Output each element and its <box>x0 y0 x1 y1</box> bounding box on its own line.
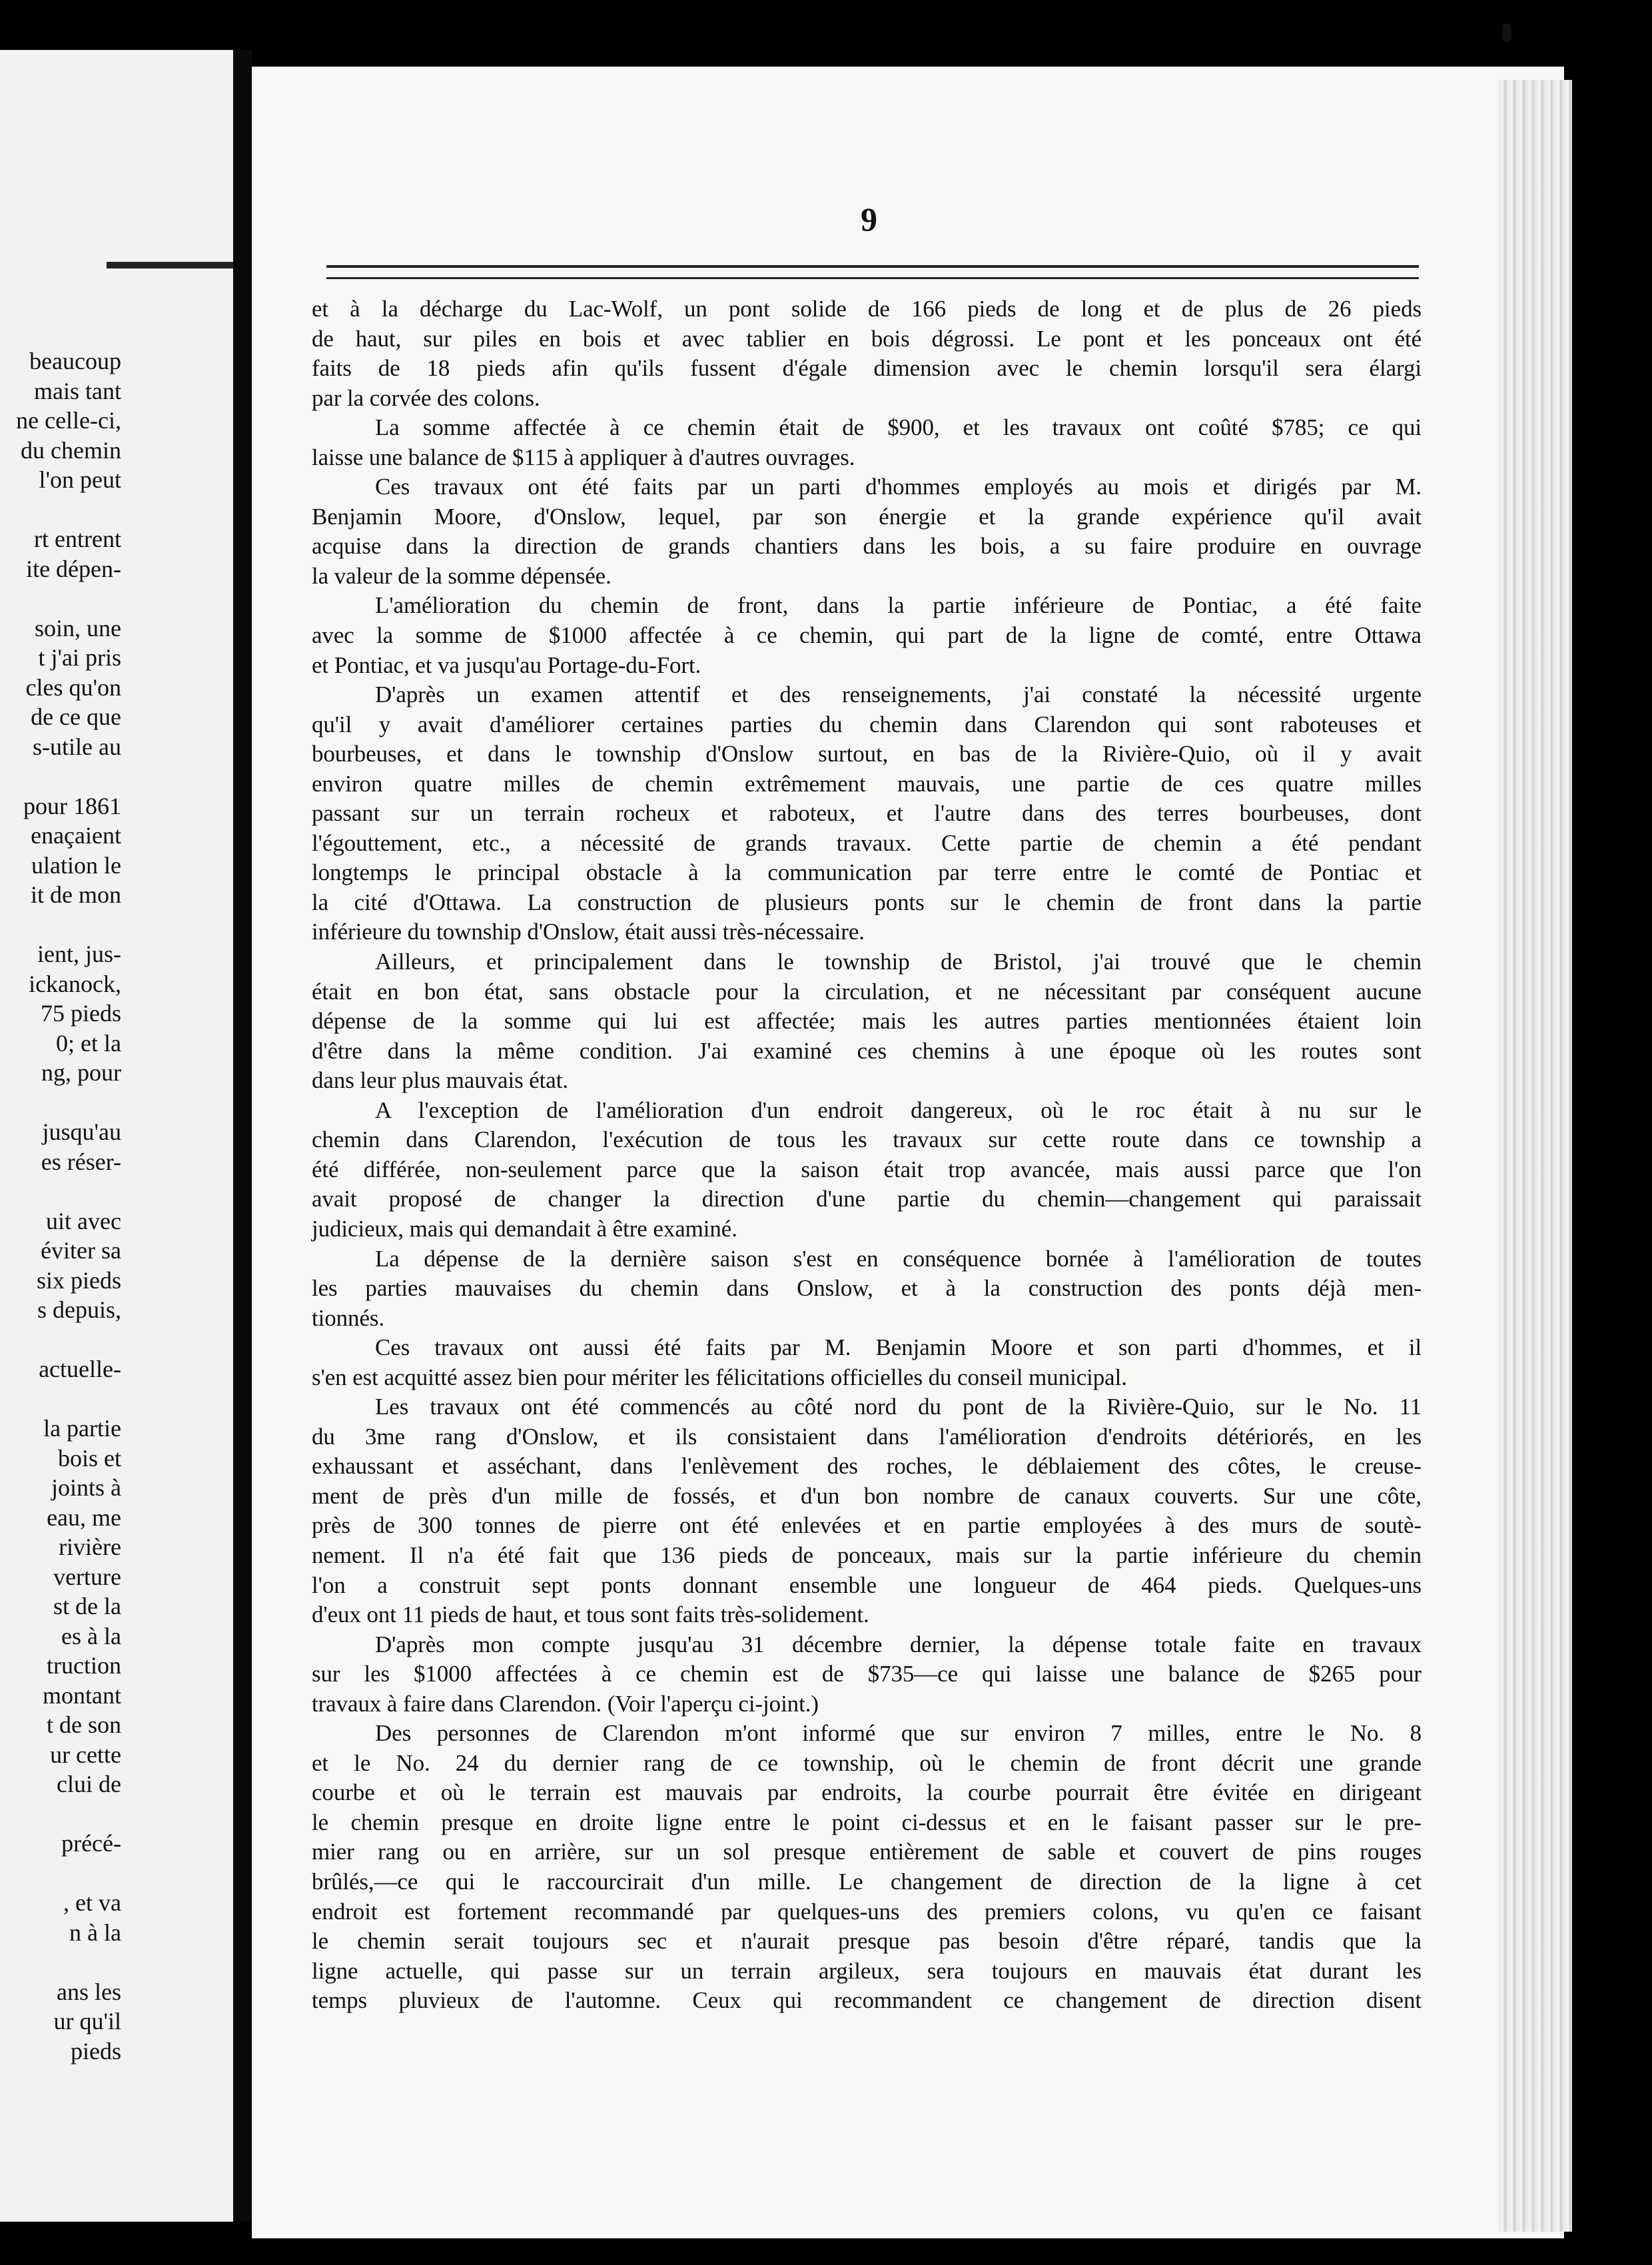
text-line: judicieux, mais qui demandait à être examiné. <box>312 1215 737 1242</box>
text-line: longtemps le principal obstacle à la communication par terre entre le comté de Pontiac et <box>312 859 1422 886</box>
text-line: dans leur plus mauvais état. <box>312 1067 569 1094</box>
left-page-line: enaçaient <box>31 822 121 849</box>
text-line: courbe et où le terrain est mauvais par endroits, la courbe pourrait être évitée en dirigeant <box>312 1779 1422 1806</box>
left-page-line: es à la <box>61 1622 121 1649</box>
text-line: Ces travaux ont été faits par un parti d'hommes employés au mois et dirigés par M. <box>375 474 1422 500</box>
left-page-line <box>0 1384 121 1414</box>
text-line: la valeur de la somme dépensée. <box>312 562 612 589</box>
text-line: et à la décharge du Lac-Wolf, un pont solide de 166 pieds de long et de plus de 26 pieds <box>312 296 1422 322</box>
book-gutter <box>233 50 252 2222</box>
text-line: l'égouttement, etc., a nécessité de grands travaux. Cette partie de chemin a été pendant <box>312 829 1422 856</box>
left-page-line <box>0 584 121 614</box>
header-rule <box>326 265 1419 279</box>
left-page-line: de ce que <box>31 703 121 730</box>
left-page-line: ickanock, <box>29 970 121 997</box>
ink-mark <box>1502 23 1511 42</box>
text-line: de haut, sur piles en bois et avec tablier en bois dégrossi. Le pont et les ponceaux ont été <box>312 325 1422 352</box>
text-line: La somme affectée à ce chemin était de $900, et les travaux ont coûté $785; ce qui <box>375 414 1422 441</box>
left-page-line: ne celle-ci, <box>16 407 121 434</box>
text-line: temps pluvieux de l'automne. Ceux qui recommandent ce changement de direction disent <box>312 1987 1422 2014</box>
text-line: d'être dans la même condition. J'ai examiné ces chemins à une époque où les routes sont <box>312 1037 1422 1064</box>
left-page-line: éviter sa <box>41 1237 121 1264</box>
left-page-line: la partie <box>43 1415 121 1442</box>
left-page-line: it de mon <box>31 881 121 908</box>
left-page-line <box>0 1799 121 1829</box>
left-page-line <box>0 1325 121 1355</box>
left-page-line: précé- <box>61 1830 121 1857</box>
left-page-line: eau, me <box>47 1504 121 1531</box>
left-page-line: t de son <box>47 1711 121 1738</box>
text-line: A l'exception de l'amélioration d'un endroit dangereux, où le roc était à nu sur le <box>375 1097 1422 1123</box>
left-page-line <box>0 761 121 791</box>
text-line: La dépense de la dernière saison s'est en conséquence bornée à l'amélioration de toutes <box>375 1245 1422 1272</box>
text-line: sur les $1000 affectées à ce chemin est de $735—ce qui laisse une balance de $265 pour <box>312 1661 1422 1687</box>
left-page-line: montant <box>43 1681 121 1709</box>
left-page-line: beaucoup <box>29 348 121 374</box>
left-page-line: ient, jus- <box>37 941 121 967</box>
text-line: Ailleurs, et principalement dans le township de Bristol, j'ai trouvé que le chemin <box>375 949 1422 975</box>
left-page-rule <box>107 262 233 268</box>
text-line: été différée, non-seulement parce que la saison était trop avancée, mais aussi parce que l'on <box>312 1156 1422 1182</box>
text-line: dépense de la somme qui lui est affectée; mais les autres parties mentionnées étaient loin <box>312 1008 1422 1035</box>
left-page-line: six pieds <box>36 1266 121 1294</box>
text-line: les parties mauvaises du chemin dans Onslow, et à la construction des ponts déjà men- <box>312 1275 1422 1302</box>
left-page-line: ite dépen- <box>26 555 121 582</box>
left-page-line: 0; et la <box>56 1029 121 1057</box>
left-page-line: mais tant <box>34 377 121 404</box>
left-page-line: ans les <box>57 1978 121 2005</box>
page-edge-stack <box>1499 80 1572 2232</box>
page-number: 9 <box>861 201 877 238</box>
text-line: avec la somme de $1000 affectée à ce chemin, qui part de la ligne de comté, entre Ottawa <box>312 622 1422 649</box>
text-line: Benjamin Moore, d'Onslow, lequel, par son énergie et la grande expérience qu'il avait <box>312 503 1422 530</box>
text-line: près de 300 tonnes de pierre ont été enlevées et en partie employées à des murs de soutè- <box>312 1512 1422 1539</box>
text-line: qu'il y avait d'améliorer certaines parties du chemin dans Clarendon qui sont raboteuses et <box>312 711 1422 737</box>
left-page-line: soin, une <box>35 614 121 642</box>
left-page-line: truction <box>47 1652 121 1679</box>
left-page-line: pieds <box>71 2037 121 2064</box>
left-page-text <box>0 346 121 2066</box>
text-line: environ quatre milles de chemin extrêmement mauvais, une partie de ces quatre milles <box>312 770 1422 797</box>
text-line: et Pontiac, et va jusqu'au Portage-du-Fort. <box>312 652 701 678</box>
text-line: D'après mon compte jusqu'au 31 décembre dernier, la dépense totale faite en travaux <box>375 1631 1422 1657</box>
left-page-line: s depuis, <box>37 1296 121 1323</box>
left-page-line: ur qu'il <box>53 2008 121 2035</box>
text-line: inférieure du township d'Onslow, était aussi très-nécessaire. <box>312 919 865 945</box>
text-line: bourbeuses, et dans le township d'Onslow surtout, en bas de la Rivière-Quio, où il y avait <box>312 741 1422 767</box>
left-page-line: es réser- <box>41 1148 121 1175</box>
left-page-line: du chemin <box>21 436 121 464</box>
left-page-line: jusqu'au <box>42 1119 121 1145</box>
text-line: ment de près d'un mille de fossés, et d'un bon nombre de canaux couverts. Sur une côte, <box>312 1482 1422 1509</box>
body-text <box>312 294 1422 2016</box>
left-page-line: st de la <box>53 1593 121 1619</box>
text-line: Des personnes de Clarendon m'ont informé que sur environ 7 milles, entre le No. 8 <box>375 1720 1422 1747</box>
text-line: ligne actuelle, qui passe sur un terrain argileux, sera toujours en mauvais état durant les <box>312 1957 1422 1984</box>
left-page-line <box>0 1176 121 1206</box>
text-line: exhaussant et asséchant, dans l'enlèvement des roches, le déblaiement des côtes, le creuse- <box>312 1453 1422 1480</box>
left-page-line <box>0 1088 121 1118</box>
text-line: D'après un examen attentif et des renseignements, j'ai constaté la nécessité urgente <box>375 681 1422 708</box>
left-page-line <box>0 910 121 940</box>
left-page-line: l'on peut <box>39 466 121 493</box>
left-page-line: , et va <box>63 1889 121 1916</box>
left-page-line: ulation le <box>31 851 121 879</box>
text-line: mier rang ou en arrière, sur un sol presque entièrement de sable et couvert de pins rouges <box>312 1839 1422 1865</box>
left-page-line: verture <box>53 1563 121 1590</box>
left-page-line: rt entrent <box>34 526 121 552</box>
left-page-line: joints à <box>51 1474 121 1501</box>
text-line: Ces travaux ont aussi été faits par M. Benjamin Moore et son parti d'hommes, et il <box>375 1334 1422 1361</box>
text-line: Les travaux ont été commencés au côté nord du pont de la Rivière-Quio, sur le No. 11 <box>375 1394 1422 1420</box>
left-page-line <box>0 495 121 525</box>
text-line: tionnés. <box>312 1304 385 1331</box>
left-page-line <box>0 1947 121 1977</box>
left-page-line: cles qu'on <box>25 674 121 701</box>
left-page-line: bois et <box>58 1444 121 1472</box>
text-line: passant sur un terrain rocheux et raboteux, et l'autre dans des terres bourbeuses, dont <box>312 800 1422 827</box>
text-line: travaux à faire dans Clarendon. (Voir l'aperçu ci-joint.) <box>312 1690 819 1717</box>
left-page-line: rivière <box>59 1534 121 1560</box>
text-line: du 3me rang d'Onslow, et ils consistaient dans l'amélioration d'endroits détériorés, en les <box>312 1423 1422 1450</box>
text-line: chemin dans Clarendon, l'exécution de tous les travaux sur cette route dans ce township a <box>312 1127 1422 1153</box>
text-line: endroit est fortement recommandé par quelques-uns des premiers colons, vu qu'en ce faisant <box>312 1898 1422 1925</box>
text-line: laisse une balance de $115 à appliquer à d'autres ouvrages. <box>312 444 855 470</box>
left-page-line: uit avec <box>46 1207 121 1234</box>
left-page-line: pour 1861 <box>23 792 121 819</box>
left-page-line: ng, pour <box>41 1059 121 1086</box>
text-line: le chemin presque en droite ligne entre le point ci-dessus et en le faisant passer sur le pre- <box>312 1809 1422 1835</box>
left-page-line: t j'ai pris <box>38 644 121 671</box>
text-line: était en bon état, sans obstacle pour la circulation, et ne nécessitant par conséquent aucune <box>312 978 1422 1005</box>
left-page-line <box>0 1859 121 1889</box>
text-line: brûlés,—ce qui le raccourcirait d'un mille. Le changement de direction de la ligne à cet <box>312 1868 1422 1895</box>
text-line: faits de 18 pieds afin qu'ils fussent d'égale dimension avec le chemin lorsqu'il sera élargi <box>312 355 1422 382</box>
left-page-line: actuelle- <box>39 1356 121 1382</box>
left-page-line: s-utile au <box>33 733 121 760</box>
text-line: nement. Il n'a été fait que 136 pieds de ponceaux, mais sur la partie inférieure du chemin <box>312 1542 1422 1568</box>
text-line: acquise dans la direction de grands chantiers dans les bois, a su faire produire en ouvrage <box>312 533 1422 560</box>
text-line: la cité d'Ottawa. La construction de plusieurs ponts sur le chemin de front dans la partie <box>312 889 1422 915</box>
left-page-fragment <box>0 50 233 2222</box>
left-page-line: ur cette <box>50 1741 121 1768</box>
left-page-line: n à la <box>69 1919 121 1946</box>
text-line: d'eux ont 11 pieds de haut, et tous sont faits très-solidement. <box>312 1601 869 1628</box>
text-line: par la corvée des colons. <box>312 384 540 411</box>
text-line: L'amélioration du chemin de front, dans la partie inférieure de Pontiac, a été faite <box>375 592 1422 619</box>
left-page-line: 75 pieds <box>41 1000 121 1027</box>
left-page-line: clui de <box>57 1771 121 1797</box>
text-line: l'on a construit sept ponts donnant ensemble une longueur de 464 pieds. Quelques-uns <box>312 1572 1422 1598</box>
text-line: le chemin serait toujours sec et n'aurait presque pas besoin d'être réparé, tandis que la <box>312 1928 1422 1955</box>
text-line: et le No. 24 du dernier rang de ce township, où le chemin de front décrit une grande <box>312 1749 1422 1776</box>
text-line: avait proposé de changer la direction d'une partie du chemin—changement qui paraissait <box>312 1186 1422 1212</box>
text-line: s'en est acquitté assez bien pour mériter les félicitations officielles du conseil municipal. <box>312 1364 1127 1390</box>
